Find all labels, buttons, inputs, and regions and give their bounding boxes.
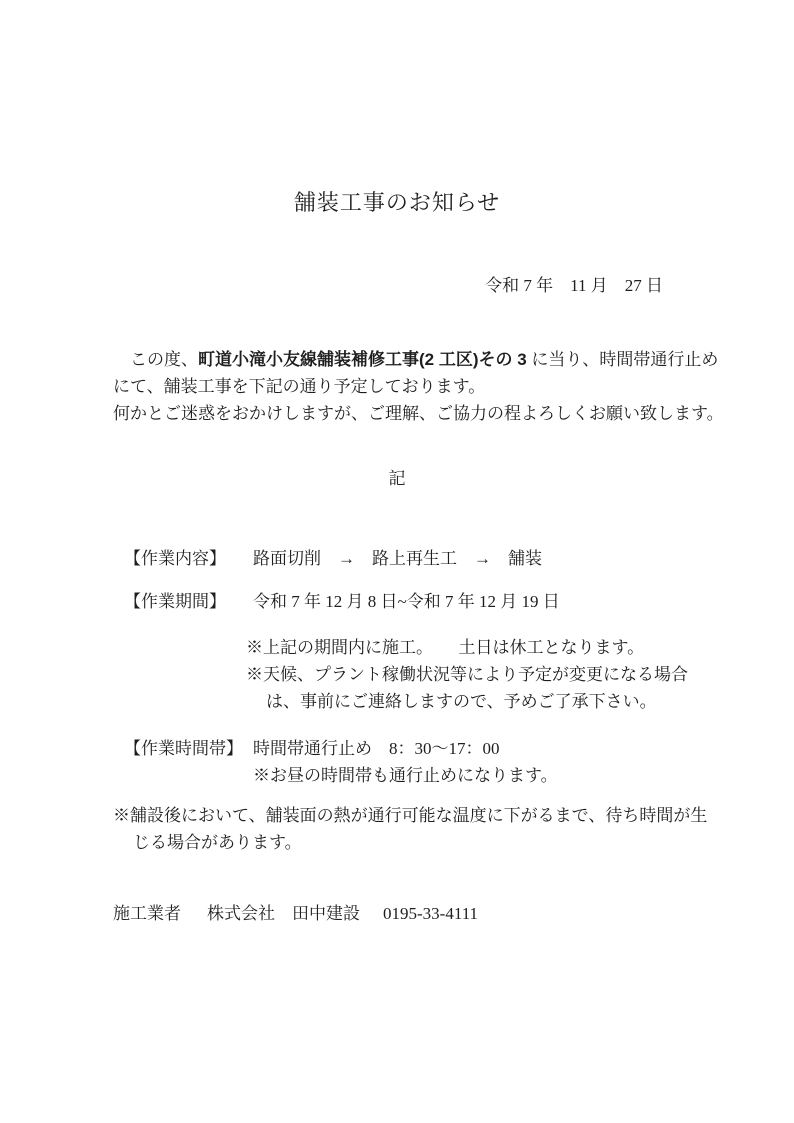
document-title: 舗装工事のお知らせ <box>293 190 501 215</box>
record-marker: 記 <box>388 469 406 488</box>
intro-line-3: 何かとご迷惑をおかけしますが、ご理解、ご協力の程よろしくお願い致します。 <box>113 404 724 423</box>
work-content-label: 【作業内容】 <box>124 549 226 568</box>
work-period-note-1: ※上記の期間内に施工。 土日は休工となります。 <box>246 638 645 657</box>
intro-line-1-prefix: この度、 <box>113 350 198 369</box>
issue-date: 令和 7 年 11 月 27 日 <box>485 276 663 295</box>
work-period-note-2-continued: は、事前にご連絡しますので、予めご了承下さい。 <box>266 692 657 711</box>
work-period-value: 令和 7 年 12 月 8 日~令和 7 年 12 月 19 日 <box>253 592 560 611</box>
work-hours-note: ※お昼の時間帯も通行止めになります。 <box>253 766 558 785</box>
final-note-line-2: じる場合があります。 <box>133 833 302 852</box>
project-name: 町道小滝小友線舗装補修工事(2 工区)その 3 <box>198 350 532 369</box>
work-hours-label: 【作業時間帯】 <box>124 739 243 758</box>
contractor-label: 施工業者 <box>113 904 181 923</box>
work-period-note-2: ※天候、プラント稼働状況等により予定が変更になる場合 <box>246 665 688 684</box>
work-hours-value: 時間帯通行止め 8：30～17：00 <box>253 739 500 758</box>
intro-line-1 <box>113 349 718 371</box>
intro-line-2: にて、舗装工事を下記の通り予定しております。 <box>113 377 486 396</box>
work-period-label: 【作業期間】 <box>124 592 226 611</box>
contractor-company: 株式会社 田中建設 <box>207 904 360 923</box>
final-note-line-1: ※舗設後において、舗装面の熱が通行可能な温度に下がるまで、待ち時間が生 <box>113 806 708 825</box>
intro-line-1-suffix: に当り、時間帯通行止め <box>531 350 719 369</box>
work-content-value: 路面切削 → 路上再生工 → 舗装 <box>253 549 542 568</box>
contractor-phone: 0195-33-4111 <box>383 904 479 923</box>
